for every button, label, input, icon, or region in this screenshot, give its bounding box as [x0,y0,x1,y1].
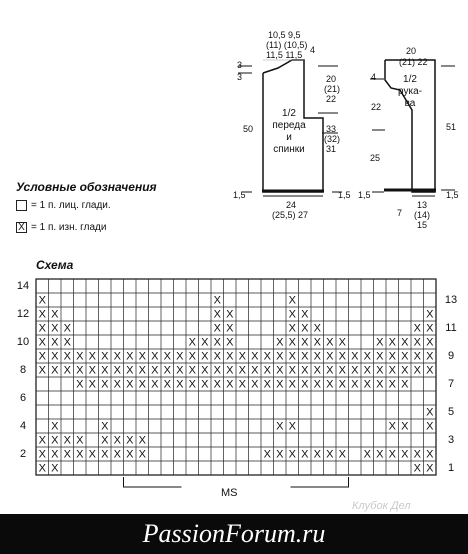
purl-cell: X [401,364,409,377]
purl-cell: X [276,336,284,349]
purl-cell: X [376,364,384,377]
purl-cell: X [313,364,321,377]
purl-cell: X [301,378,309,391]
purl-cell: X [426,406,434,419]
front-right-21: (21) [324,84,341,94]
purl-cell: X [63,336,71,349]
footer-banner [0,514,468,554]
purl-cell: X [426,462,434,475]
purl-cell: X [426,420,434,433]
purl-cell: X [288,364,296,377]
purl-cell: X [126,364,134,377]
purl-cell: X [138,434,146,447]
purl-cell: X [413,448,421,461]
purl-cell: X [76,448,84,461]
purl-cell: X [313,336,321,349]
purl-cell: X [226,378,234,391]
purl-cell: X [351,378,359,391]
front-left-3a: 3 [237,60,243,70]
purl-cell: X [288,448,296,461]
purl-cell: X [188,364,196,377]
purl-cell: X [363,364,371,377]
purl-cell: X [188,378,196,391]
purl-cell: X [101,350,109,363]
front-height-50: 50 [243,124,254,134]
purl-cell: X [238,378,246,391]
purl-cell: X [263,364,271,377]
row-number-left: 6 [19,392,27,404]
purl-cell: X [363,448,371,461]
purl-cell: X [188,350,196,363]
purl-cell: X [388,350,396,363]
purl-cell: X [238,364,246,377]
purl-cell: X [201,378,209,391]
purl-cell: X [76,378,84,391]
purl-cell: X [351,350,359,363]
purl-cell: X [326,364,334,377]
purl-cell: X [363,378,371,391]
purl-cell: X [101,448,109,461]
purl-cell: X [276,350,284,363]
purl-cell: X [326,336,334,349]
row-number-left: 8 [19,364,27,376]
purl-cell: X [351,364,359,377]
purl-cell: X [38,350,46,363]
purl-cell: X [51,420,59,433]
sleeve-bottom-left: 1,5 [358,190,371,200]
row-number-right: 11 [445,322,457,334]
front-label-4: спинки [273,144,305,155]
purl-cell: X [288,420,296,433]
sleeve-label-3: ва [404,98,416,109]
sleeve-label-1: 1/2 [403,74,417,85]
purl-cell: X [288,336,296,349]
purl-cell: X [288,378,296,391]
purl-cell: X [388,420,396,433]
purl-cell: X [213,336,221,349]
row-number-right: 5 [447,406,455,418]
purl-cell: X [288,322,296,335]
front-label-1: 1/2 [282,108,296,119]
purl-cell: X [338,336,346,349]
purl-cell: X [38,336,46,349]
sleeve-bottom-13: 13 [417,200,428,210]
purl-cell: X [38,364,46,377]
front-label-3: и [286,132,292,143]
purl-cell: X [326,448,334,461]
purl-cell: X [376,448,384,461]
repeat-bracket-right [291,477,349,487]
purl-cell: X [63,350,71,363]
purl-cell: X [401,350,409,363]
purl-cell: X [376,350,384,363]
purl-cell: X [201,336,209,349]
front-neck-values-alt: (11) (10,5) [266,40,308,50]
purl-cell: X [88,364,96,377]
sleeve-top-alt: (21) 22 [399,57,428,67]
purl-cell: X [51,364,59,377]
front-width-24: 24 [286,200,297,210]
front-right-31: 31 [326,144,337,154]
purl-cell: X [88,448,96,461]
cross-cell-icon: X [16,222,27,233]
purl-cell: X [301,448,309,461]
front-right-22: 22 [326,94,337,104]
row-number-left: 4 [19,420,27,432]
row-number-right: 1 [447,462,455,474]
row-number-left: 14 [16,280,30,292]
purl-cell: X [176,378,184,391]
purl-cell: X [176,350,184,363]
purl-cell: X [251,350,259,363]
purl-cell: X [426,322,434,335]
purl-cell: X [188,336,196,349]
purl-cell: X [38,308,46,321]
purl-cell: X [88,378,96,391]
watermark: Клубок Дел [352,500,411,512]
purl-cell: X [113,350,121,363]
purl-cell: X [263,448,271,461]
sleeve-left-25: 25 [370,153,381,163]
purl-cell: X [338,378,346,391]
purl-cell: X [226,350,234,363]
row-number-left: 2 [19,448,27,460]
purl-cell: X [38,462,46,475]
purl-cell: X [163,364,171,377]
row-number-right: 7 [447,378,455,390]
purl-cell: X [426,336,434,349]
purl-cell: X [113,448,121,461]
purl-cell: X [51,462,59,475]
front-left-3b: 3 [237,72,243,82]
front-bottom-right: 1,5 [338,190,351,200]
front-neck-depth: 4 [310,45,316,55]
purl-cell: X [213,350,221,363]
purl-cell: X [363,350,371,363]
legend-item-purl-text: = 1 п. изн. глади [31,222,107,233]
row-number-left: 12 [16,308,30,320]
repeat-label: MS [221,487,238,499]
purl-cell: X [413,336,421,349]
purl-cell: X [226,322,234,335]
front-bottom-left: 1,5 [233,190,246,200]
purl-cell: X [213,364,221,377]
purl-cell: X [126,434,134,447]
purl-cell: X [276,420,284,433]
scheme-title: Схема [36,258,74,272]
front-right-33: 33 [326,124,337,134]
purl-cell: X [413,462,421,475]
purl-cell: X [426,350,434,363]
purl-cell: X [263,378,271,391]
purl-cell: X [113,364,121,377]
purl-cell: X [51,448,59,461]
purl-cell: X [388,364,396,377]
legend-title: Условные обозначения [16,180,157,194]
front-right-20: 20 [326,74,337,84]
purl-cell: X [126,448,134,461]
purl-cell: X [276,448,284,461]
purl-cell: X [101,364,109,377]
purl-cell: X [326,350,334,363]
purl-cell: X [51,322,59,335]
purl-cell: X [238,350,246,363]
purl-cell: X [201,350,209,363]
purl-cell: X [388,336,396,349]
purl-cell: X [176,364,184,377]
front-neck-values: 10,5 9,5 [268,30,301,40]
purl-cell: X [101,378,109,391]
sleeve-label-2: рука- [398,86,422,97]
purl-cell: X [301,350,309,363]
purl-cell: X [63,448,71,461]
purl-cell: X [51,308,59,321]
purl-cell: X [201,364,209,377]
sleeve-right-51: 51 [446,122,457,132]
purl-cell: X [401,336,409,349]
purl-cell: X [88,350,96,363]
purl-cell: X [251,364,259,377]
purl-cell: X [413,364,421,377]
sleeve-top-20: 20 [406,46,417,56]
purl-cell: X [413,350,421,363]
purl-cell: X [213,378,221,391]
purl-cell: X [426,308,434,321]
purl-cell: X [263,350,271,363]
purl-cell: X [288,294,296,307]
front-label-2: переда [272,120,306,131]
purl-cell: X [51,350,59,363]
purl-cell: X [226,364,234,377]
purl-cell: X [63,434,71,447]
purl-cell: X [313,448,321,461]
purl-cell: X [38,294,46,307]
purl-cell: X [301,308,309,321]
sleeve-left-4: 4 [371,72,377,82]
purl-cell: X [63,364,71,377]
purl-cell: X [401,420,409,433]
purl-cell: X [126,350,134,363]
purl-cell: X [51,336,59,349]
purl-cell: X [288,308,296,321]
purl-cell: X [301,336,309,349]
purl-cell: X [413,322,421,335]
purl-cell: X [376,336,384,349]
purl-cell: X [338,448,346,461]
purl-cell: X [76,350,84,363]
purl-cell: X [38,448,46,461]
purl-cell: X [401,378,409,391]
purl-cell: X [388,378,396,391]
purl-cell: X [276,378,284,391]
row-number-right: 9 [447,350,455,362]
legend-item-knit-text: = 1 п. лиц. глади. [31,200,111,211]
front-width-alt: (25,5) 27 [272,210,309,220]
sleeve-left-7: 7 [397,208,403,218]
purl-cell: X [151,378,159,391]
row-number-right: 13 [444,294,458,306]
purl-cell: X [301,364,309,377]
purl-cell: X [138,350,146,363]
purl-cell: X [76,364,84,377]
purl-cell: X [151,364,159,377]
purl-cell: X [401,448,409,461]
purl-cell: X [138,448,146,461]
purl-cell: X [51,434,59,447]
front-neck-values-3: 11,5 11,5 [266,50,303,60]
purl-cell: X [63,322,71,335]
purl-cell: X [76,434,84,447]
sleeve-bottom-15: 15 [417,220,428,230]
purl-cell: X [251,378,259,391]
front-right-32: (32) [324,134,341,144]
purl-cell: X [338,364,346,377]
site-name: PassionForum.ru [142,519,326,548]
purl-cell: X [38,434,46,447]
purl-cell: X [338,350,346,363]
purl-cell: X [313,350,321,363]
row-number-right: 3 [447,434,455,446]
purl-cell: X [138,364,146,377]
sleeve-bottom-right: 1,5 [446,190,459,200]
purl-cell: X [113,434,121,447]
purl-cell: X [288,350,296,363]
sleeve-left-22: 22 [371,102,382,112]
sleeve-bottom-14: (14) [414,210,431,220]
purl-cell: X [126,378,134,391]
purl-cell: X [38,322,46,335]
purl-cell: X [426,364,434,377]
purl-cell: X [163,378,171,391]
purl-cell: X [276,364,284,377]
purl-cell: X [213,308,221,321]
purl-cell: X [313,322,321,335]
purl-cell: X [313,378,321,391]
purl-cell: X [151,350,159,363]
purl-cell: X [113,378,121,391]
purl-cell: X [163,350,171,363]
purl-cell: X [101,420,109,433]
row-number-left: 10 [16,336,30,348]
purl-cell: X [213,294,221,307]
purl-cell: X [326,378,334,391]
purl-cell: X [426,448,434,461]
purl-cell: X [226,336,234,349]
purl-cell: X [213,322,221,335]
purl-cell: X [388,448,396,461]
purl-cell: X [226,308,234,321]
purl-cell: X [376,378,384,391]
repeat-bracket-left [124,477,182,487]
purl-cell: X [101,434,109,447]
purl-cell: X [301,322,309,335]
purl-cell: X [138,378,146,391]
